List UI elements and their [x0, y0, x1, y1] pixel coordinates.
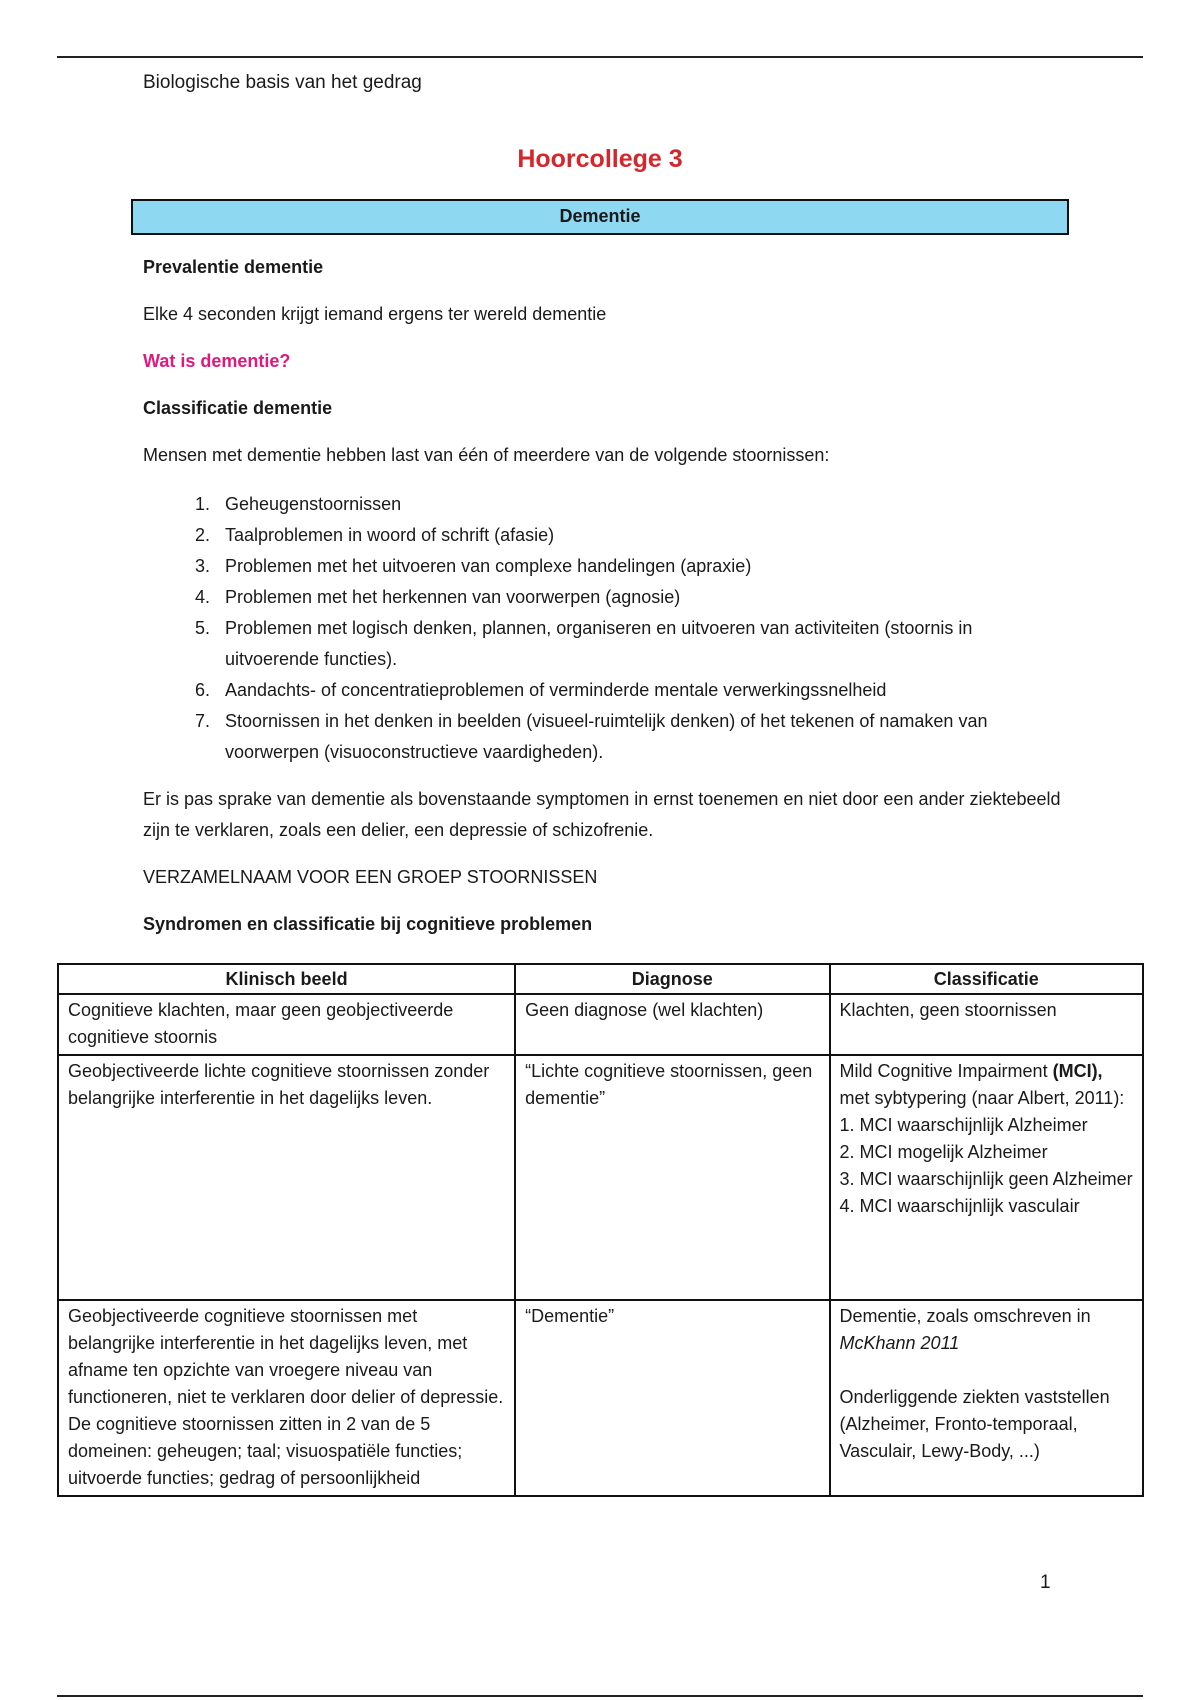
table-header-row: [58, 964, 1143, 994]
list-item: 7. Stoornissen in het denken in beelden (visueel-ruimtelijk denken) of het tekenen of namaken van voorwerpen (visuoconstructieve vaardigheden).: [215, 706, 1063, 768]
mci-abbr: (MCI),: [1052, 1061, 1103, 1081]
page-title: Hoorcollege 3: [517, 145, 683, 173]
reference: McKhann 2011: [839, 1333, 960, 1353]
header-diagnosis: Diagnose: [515, 964, 829, 994]
umbrella-text: VERZAMELNAAM VOOR EEN GROEP STOORNISSEN: [143, 867, 598, 887]
clinical-text: Geobjectiveerde cognitieve stoornissen met belangrijke interferentie in het dagelijks leven, met afname ten opzichte van vroegere niveau van functioneren, niet te verklaren door delier of depressie.: [68, 1306, 504, 1407]
dementia-definition: Dementie, zoals omschreven in: [839, 1306, 1091, 1326]
list-item: 4. Problemen met het herkennen van voorwerpen (agnosie): [215, 582, 1063, 613]
header-classification: Classificatie: [830, 964, 1144, 994]
section-banner: Dementie: [131, 199, 1069, 235]
cell-clinical: [58, 1300, 515, 1496]
clinical-domains: De cognitieve stoornissen zitten in 2 van de 5 domeinen: geheugen; taal; visuospatiële functies; uitvoerde functies; gedrag of persoonlijkheid: [68, 1414, 463, 1488]
cell-diagnosis: “Dementie”: [515, 1300, 829, 1496]
mci-item: 4. MCI waarschijnlijk vasculair: [839, 1196, 1080, 1216]
mci-item: 3. MCI waarschijnlijk geen Alzheimer: [839, 1169, 1133, 1189]
list-item: 5. Problemen met logisch denken, plannen, organiseren en uitvoeren van activiteiten (stoornis in uitvoerende functies).: [215, 613, 1063, 675]
disorders-list: [143, 489, 1063, 768]
table-row: [58, 1055, 1143, 1300]
header-clinical: Klinisch beeld: [58, 964, 515, 994]
list-item: 3. Problemen met het uitvoeren van complexe handelingen (apraxie): [215, 551, 1063, 582]
intro-text: Mensen met dementie hebben last van één of meerdere van de volgende stoornissen:: [143, 445, 830, 465]
bottom-rule: [57, 1695, 1143, 1697]
prevalence-text: Elke 4 seconden krijgt iemand ergens ter wereld dementie: [143, 304, 607, 324]
syndromes-heading: Syndromen en classificatie bij cognitieve problemen: [143, 914, 593, 934]
cell-classification: [830, 1055, 1144, 1300]
classification-heading: Classificatie dementie: [143, 398, 333, 418]
table-row: [58, 1300, 1143, 1496]
document-header: Biologische basis van het gedrag: [143, 72, 422, 93]
cell-clinical: Cognitieve klachten, maar geen geobjectiveerde cognitieve stoornis: [58, 994, 515, 1055]
cell-classification: [830, 1300, 1144, 1496]
cell-clinical: Geobjectiveerde lichte cognitieve stoornissen zonder belangrijke interferentie in het dagelijks leven.: [58, 1055, 515, 1300]
conclusion-text: Er is pas sprake van dementie als bovenstaande symptomen in ernst toenemen en niet door een ander ziektebeeld zijn te verklaren, zoals een delier, een depressie of schizofrenie.: [143, 789, 1061, 840]
underlying-diseases: Onderliggende ziekten vaststellen (Alzheimer, Fronto-temporaal, Vasculair, Lewy-Body, ...): [839, 1387, 1110, 1461]
top-rule: [57, 56, 1143, 58]
mci-item: 2. MCI mogelijk Alzheimer: [839, 1142, 1048, 1162]
classification-table-wrapper: [57, 963, 1144, 1497]
mci-text: Mild Cognitive Impairment: [839, 1061, 1053, 1081]
prevalence-heading: Prevalentie dementie: [143, 257, 324, 277]
cell-diagnosis: Geen diagnose (wel klachten): [515, 994, 829, 1055]
cell-classification: Klachten, geen stoornissen: [830, 994, 1144, 1055]
list-item: 2. Taalproblemen in woord of schrift (afasie): [215, 520, 1063, 551]
list-item: 6. Aandachts- of concentratieproblemen of verminderde mentale verwerkingssnelheid: [215, 675, 1063, 706]
main-content: [143, 252, 1063, 940]
mci-subtyping: met sybtypering (naar Albert, 2011):: [839, 1088, 1125, 1108]
mci-item: 1. MCI waarschijnlijk Alzheimer: [839, 1115, 1088, 1135]
table-row: [58, 994, 1143, 1055]
list-item: 1. Geheugenstoornissen: [215, 489, 1063, 520]
page-number: 1: [1040, 1572, 1051, 1593]
classification-table: [57, 963, 1144, 1497]
what-is-heading: Wat is dementie?: [143, 351, 291, 371]
cell-diagnosis: “Lichte cognitieve stoornissen, geen dementie”: [515, 1055, 829, 1300]
